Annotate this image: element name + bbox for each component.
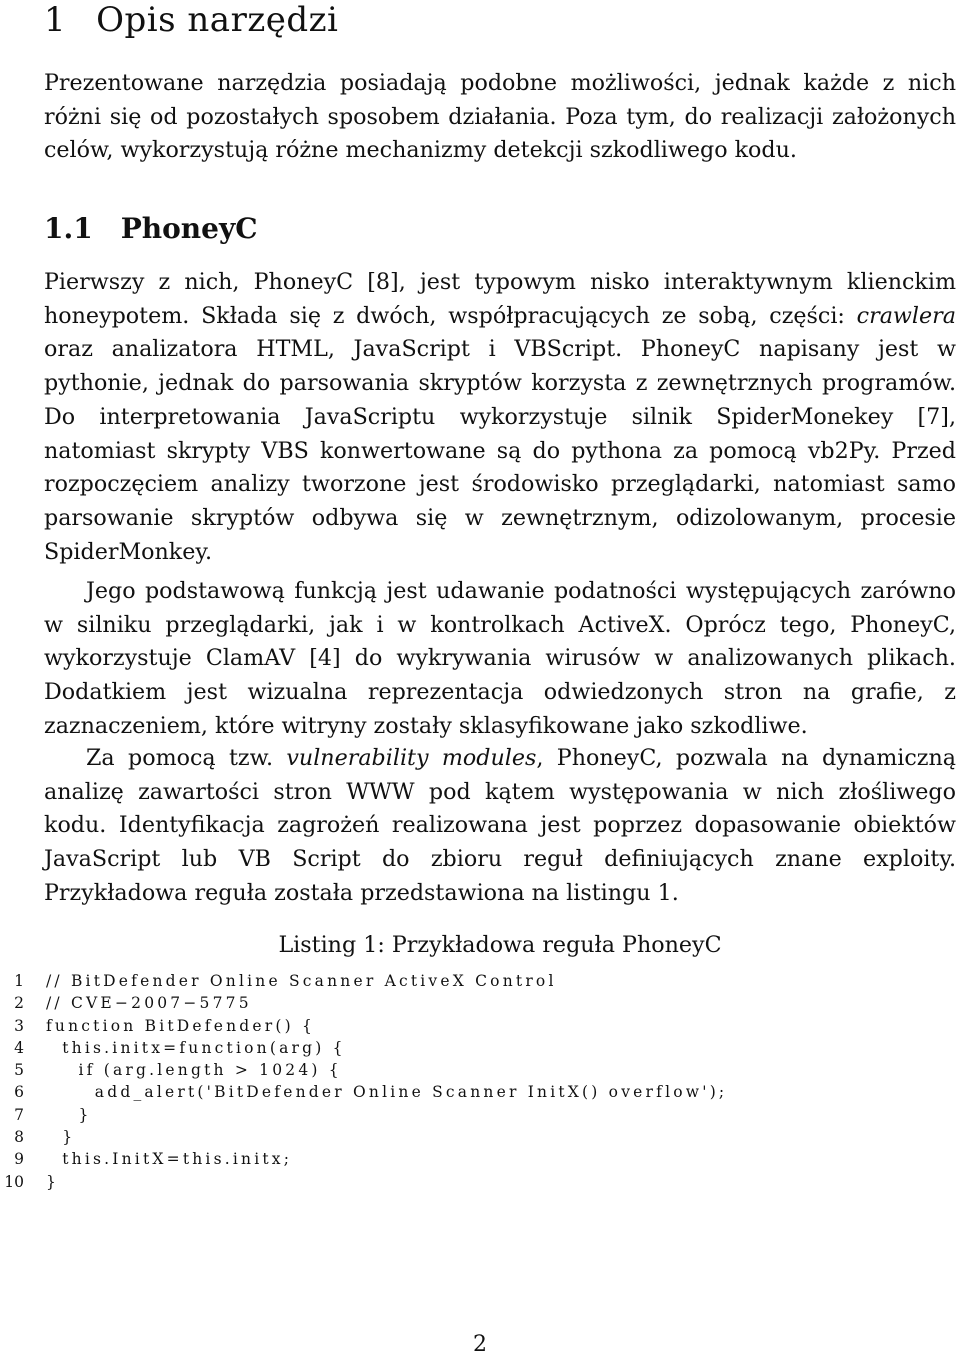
emphasis-text: vulnerability modules [286, 745, 537, 771]
code-text: // CVE−2007−5775 [46, 994, 252, 1013]
code-text: add_alert('BitDefender Online Scanner InitX() overflow'); [46, 1083, 728, 1102]
line-number: 2 [14, 994, 24, 1013]
line-number: 1 [14, 972, 24, 990]
paragraph-text: Pierwszy z nich, PhoneyC [8], jest typowym nisko interaktywnym klienckim honeypotem. Składa się z dwóch, współpracujących ze sobą, części: [44, 269, 956, 329]
line-number: 6 [14, 1083, 24, 1102]
paragraph-text: oraz analizatora HTML, JavaScript i VBScript. PhoneyC napisany jest w pythonie, jednak do parsowania skryptów korzysta z zewnętrznych programów. Do interpretowania JavaScriptu wykorzystuje silnik SpiderMonekey [7], natomiast skrypty VBS konwertowane są do pythona za pomocą vb2Py. Przed rozpoczęciem analizy tworzone jest środowisko przeglądarki, natomiast samo parsowanie skryptów odbywa się w zewnętrznym, odizolowanym, procesie SpiderMonkey. [44, 336, 956, 565]
code-text: } [46, 1128, 76, 1147]
section-title: Opis narzędzi [96, 0, 339, 40]
code-listing [0, 970, 960, 1193]
line-number: 4 [14, 1038, 24, 1057]
code-line [0, 992, 960, 1014]
intro-paragraph: Prezentowane narzędzia posiadają podobne możliwości, jednak każde z nich różni się od pozostałych sposobem działania. Poza tym, do realizacji założonych celów, wykorzystują różne mechanizmy detekcji szkodliwego kodu. [44, 70, 956, 164]
paragraph-phoneyc-overview [44, 266, 956, 569]
line-number: 10 [4, 1172, 24, 1191]
code-line [0, 1148, 960, 1170]
code-line [0, 1171, 960, 1193]
page-number: 2 [473, 1332, 487, 1357]
line-number: 5 [14, 1061, 24, 1080]
code-line [0, 1015, 960, 1037]
code-text: // BitDefender Online Scanner ActiveX Control [46, 972, 557, 990]
code-text: } [46, 1105, 92, 1124]
subsection-title: PhoneyC [120, 212, 258, 245]
code-text: if (arg.length > 1024) { [46, 1061, 342, 1080]
line-number: 8 [14, 1128, 24, 1147]
subsection-number: 1.1 [44, 212, 93, 245]
code-line [0, 1126, 960, 1148]
line-number: 7 [14, 1105, 24, 1124]
code-text: this.initx=function(arg) { [46, 1038, 346, 1057]
section-number: 1 [44, 0, 67, 40]
code-text: function BitDefender() { [46, 1016, 316, 1035]
code-line [0, 1059, 960, 1081]
subsection-heading [44, 212, 258, 245]
line-number: 9 [14, 1150, 24, 1169]
section-heading [44, 0, 338, 40]
paragraph-text: , PhoneyC, pozwala na dynamiczną analizę zawartości stron WWW pod kątem występowania w nich złośliwego kodu. Identyfikacja zagrożeń realizowana jest poprzez dopasowanie obiektów JavaScript lub VB Script do zbioru reguł definiujących znane exploity. Przykładowa reguła została przedstawiona na listingu 1. [44, 745, 956, 906]
code-line [0, 1081, 960, 1103]
code-line [0, 1104, 960, 1126]
paragraph-vulnerability-modules [44, 742, 956, 911]
paragraph-text: Za pomocą tzw. [86, 745, 287, 771]
emphasis-text: crawlera [856, 302, 956, 329]
code-line [0, 1037, 960, 1059]
listing-caption: Listing 1: Przykładowa reguła PhoneyC [278, 932, 722, 958]
line-number: 3 [14, 1016, 24, 1035]
code-line [0, 970, 960, 992]
paragraph-phoneyc-functions: Jego podstawową funkcją jest udawanie podatności występujących zarówno w silniku przeglądarki, jak i w kontrolkach ActiveX. Oprócz tego, PhoneyC, wykorzystuje ClamAV [4] do wykrywania wirusów w analizowanych plikach. Dodatkiem jest wizualna reprezentacja odwiedzonych stron na grafie, z zaznaczeniem, które witryny zostały sklasyfikowane jako szkodliwe. [44, 578, 956, 739]
code-text: this.InitX=this.initx; [46, 1150, 293, 1169]
code-text: } [46, 1172, 60, 1191]
